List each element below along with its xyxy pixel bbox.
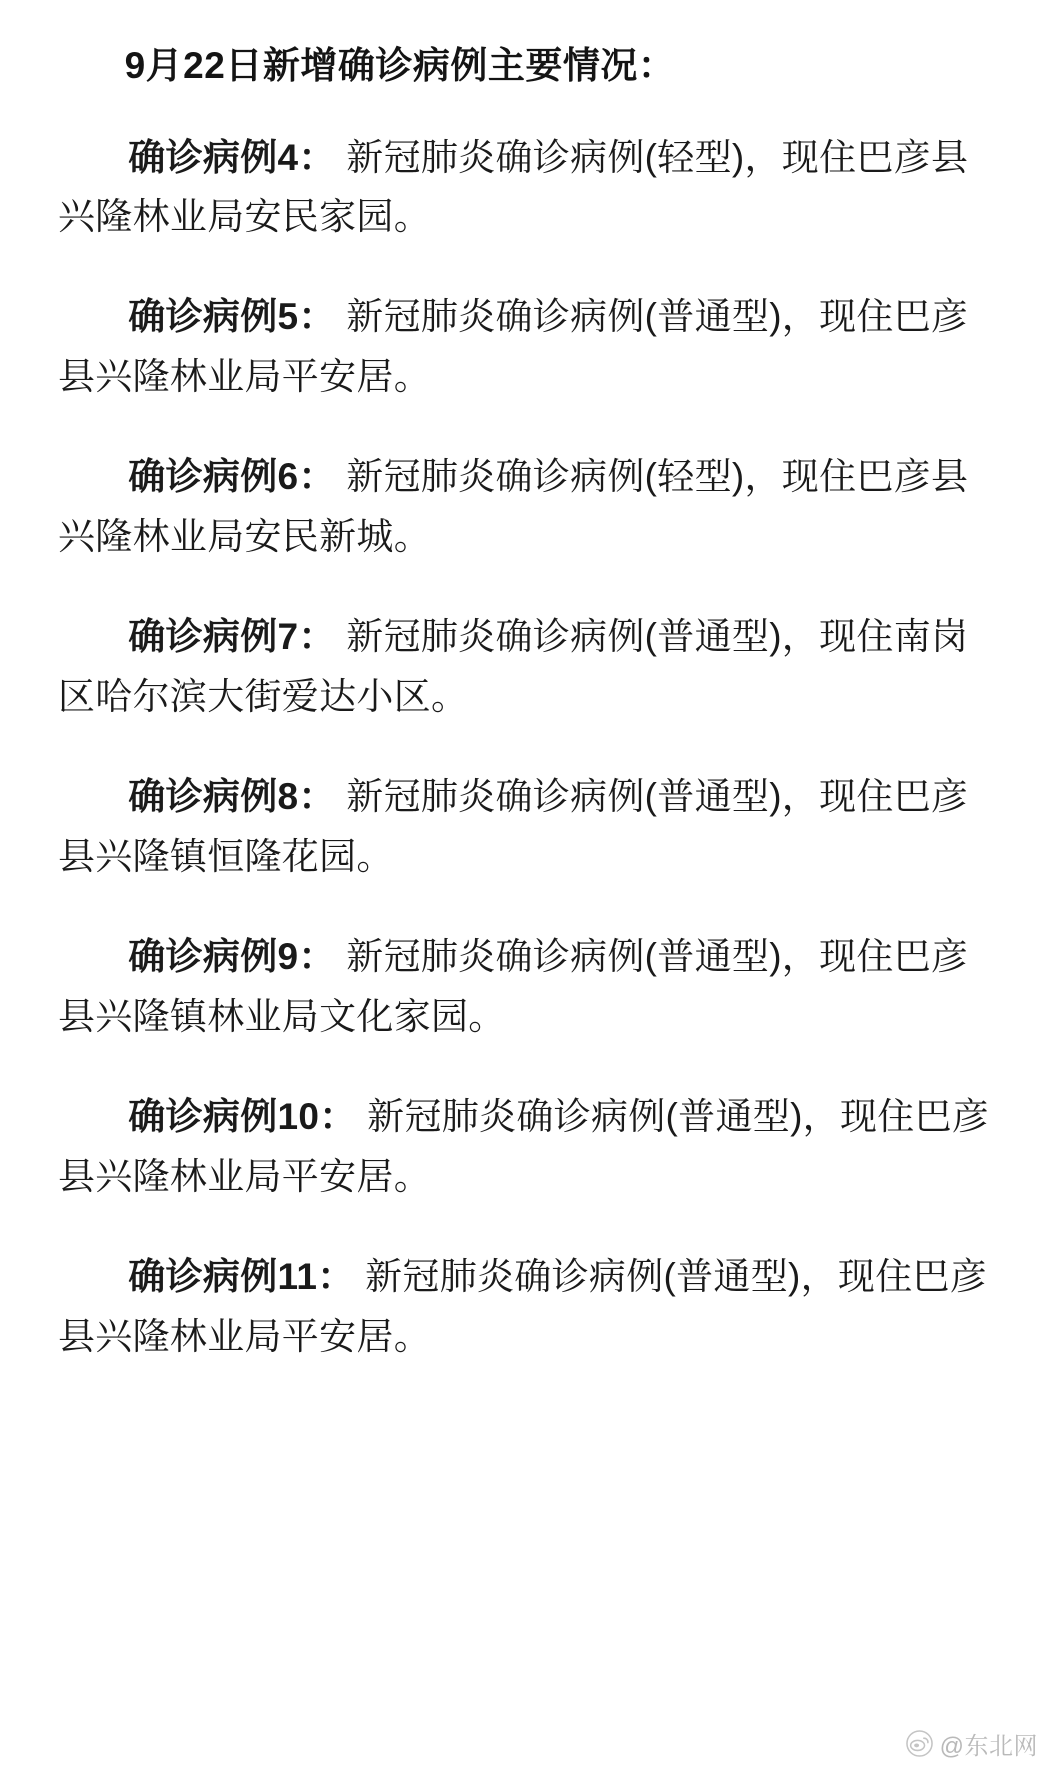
case-label: 确诊病例6： [128,456,336,498]
case-paragraph [58,128,998,248]
case-paragraph [58,767,998,887]
case-body: 新冠肺炎确诊病例(普通型)，现住巴彦县兴隆镇恒隆花园。 [58,776,969,877]
watermark [906,1726,1038,1761]
case-label: 确诊病例9： [128,935,336,977]
weibo-icon [906,1730,933,1757]
case-body: 新冠肺炎确诊病例(普通型)，现住南岗区哈尔滨大街爱达小区。 [58,616,969,718]
case-label: 确诊病例10： [128,1095,357,1137]
case-label: 确诊病例8： [128,776,336,817]
case-paragraph [58,1247,998,1367]
watermark-text: @东北网 [939,1733,1038,1760]
case-paragraph [58,927,998,1047]
case-body: 新冠肺炎确诊病例(轻型)，现住巴彦县兴隆林业局安民家园。 [58,136,969,238]
case-body: 新冠肺炎确诊病例(普通型)，现住巴彦县兴隆林业局平安居。 [58,1095,990,1197]
case-paragraph [58,607,998,727]
case-body: 新冠肺炎确诊病例(普通型)，现住巴彦县兴隆林业局平安居。 [58,1255,988,1357]
case-paragraph [58,287,998,407]
case-paragraph [58,1087,998,1207]
case-label: 确诊病例7： [128,616,336,658]
case-body: 新冠肺炎确诊病例(轻型)，现住巴彦县兴隆林业局安民新城。 [58,456,969,558]
case-label: 确诊病例4： [128,136,336,178]
case-body: 新冠肺炎确诊病例(普通型)，现住巴彦县兴隆镇林业局文化家园。 [58,935,969,1037]
case-paragraph [58,447,998,567]
case-label: 确诊病例11： [128,1255,355,1297]
page-title: 9月22日新增确诊病例主要情况： [124,45,676,86]
case-label: 确诊病例5： [128,296,336,338]
case-body: 新冠肺炎确诊病例(普通型)，现住巴彦县兴隆林业局平安居。 [58,296,969,398]
